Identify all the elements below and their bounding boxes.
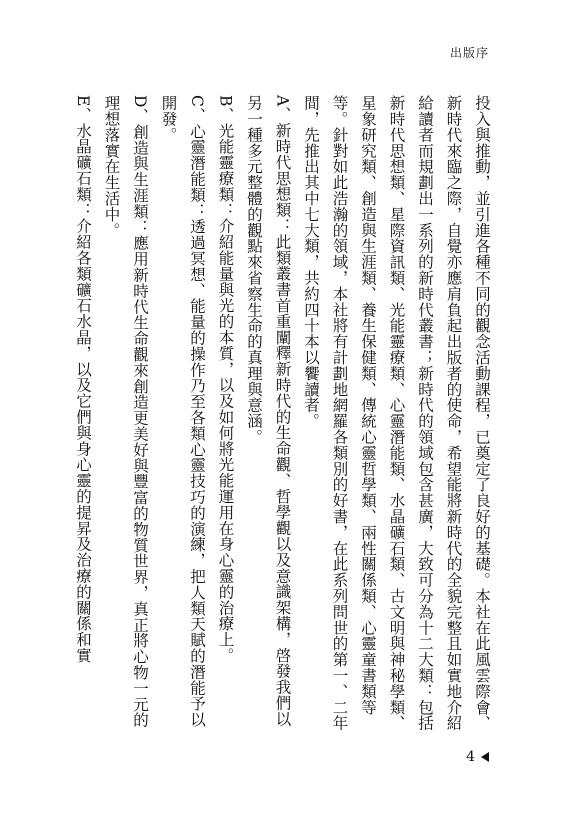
page-number: 4 [466,749,475,765]
list-item-c: C、心靈潛能類：透過冥想、能量的操作乃至各類心靈技巧的演練，把人類天賦的潛能予以開發。 [159,95,206,728]
triangle-left-icon [481,752,489,762]
list-item-b: B、光能靈療類：介紹能量與光的本質，以及如何將光能運用在身心靈的治療上。 [216,95,235,664]
intro-paragraph: 投入與推動，並引進各種不同的觀念活動課程，已奠定了良好的基礎。本社在此風雲際會、新時代來臨之際，自覺亦應肩負起出版者的使命，希望能將新時代的全貌完整且如實地介紹給讀者而規劃出一系列的新時代叢書；新時代的領域包含甚廣，大致可分為十二大類：包括新時代思想類、星際資訊類、光能靈療類、心靈潛能類、水晶礦石類、古文明與神秘學類、星象研究類、創造與生涯類、養生保健類、傳統心靈哲學類、兩性關係類、心靈童書類等等。針對如此浩瀚的領域，本社將有計劃地網羅各類別的好書，在此系列問世的第一、二年間，先推出其中七大類，共約四十本以饗讀者。 [302,95,491,731]
list-item-e: E、水晶礦石類：介紹各類礦石水晶，以及它們與身心靈的提昇及治療的關係和實 [74,95,92,664]
page-footer [466,749,489,765]
list-item-a: A、新時代思想類：此類叢書首重闡釋新時代的生命觀、哲學觀以及意識架構，啓發我們以另一種多元整體的觀點來省察生命的真理與意涵。 [245,95,292,727]
vertical-body-text [76,95,496,735]
running-header: 出版序 [449,46,489,60]
list-item-d: D、創造與生涯類：應用新時代生命觀來創造更美好與豐富的物質世界，真正將心物一元的理想落實在生活中。 [102,95,149,728]
